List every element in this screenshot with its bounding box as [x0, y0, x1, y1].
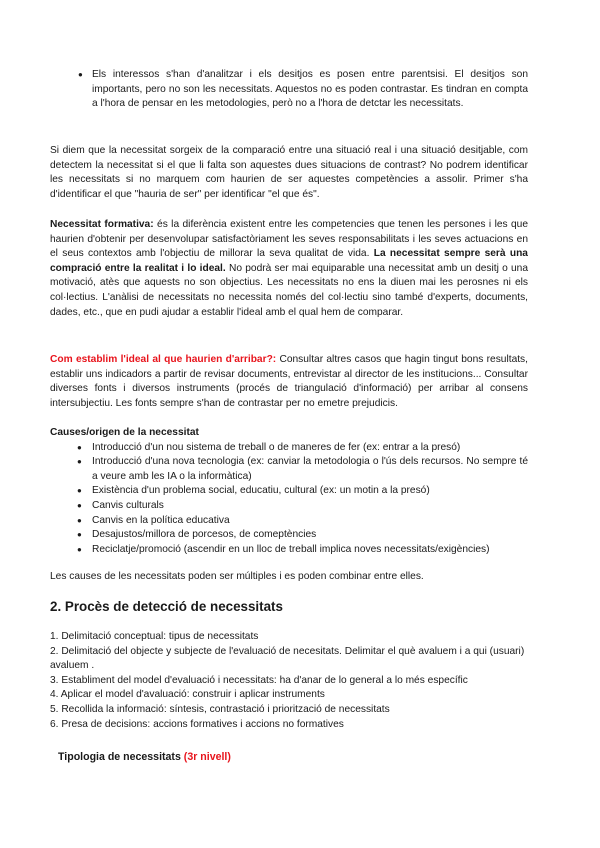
ideal-text: Consultar altres casos que hagin tingut bons resultats, establir uns indicadors a partir de revisar documents, entrevistar al director de les institucions... Consultar diverses fonts i diversos instruments (procés de triangulació d'informació) per arribar al consens intersubjectiu. Les fonts sempre s'han de contrastar per no emetre prejudicis.: [50, 354, 528, 409]
ideal-question: Com establim l'ideal al que haurien d'arribar?:: [50, 354, 277, 365]
formativa-text-2: No podrà ser mai equiparable una necessitat amb un desitj o una motivació, atès que aquests no son objectius. Les necessitats no ens la diuen mai les perosnes ni els col·lectius. L'anàlisi de necessitats no necessita només del col·lectiu sino també d'experts, documents, dades, etc., que en pudi ajudar a establir l'ideal amb el qual hem de comparar.: [50, 262, 529, 318]
paragraph-necessitat-formativa: [50, 218, 528, 320]
term-necessitat-formativa: Necessitat formativa:: [50, 219, 154, 230]
list-item: ● Reciclatje/promoció (ascendir en un lloc de treball implica noves necessitats/exigències): [92, 543, 528, 558]
list-item: 5. Recollida la informació: síntesis, contrastació i priorització de necessitats: [50, 703, 390, 715]
paragraph-contrast: Si diem que la necessitat sorgeix de la comparació entre una situació real i una situació desitjable, com detectem la necessitat si el que li falta son aquestes dues situacions de contrast? No podrem identificar les necessitats si no marquem com haurien de ser aquestes competències a assolir. Primer s'ha d'identificar el que "hauria de ser" per identificar "el que és".: [50, 145, 528, 200]
list-item: ● Introducció d'una nova tecnologia (ex: canviar la metodologia o l'ús dels recursos. No sempre té a veure amb les IA o la informàtica): [92, 455, 528, 484]
tipologia-level: (3r nivell): [183, 751, 231, 763]
list-item: ● Existència d'un problema social, educatiu, cultural (ex: un motin a la presó): [92, 484, 528, 499]
list-item: 1. Delimitació conceptual: tipus de necessitats: [50, 631, 259, 642]
tipologia-label: Tipologia de necessitats: [58, 751, 184, 763]
list-item: ● Canvis en la política educativa: [92, 514, 528, 529]
list-item: 6. Presa de decisions: accions formatives i accions no formatives: [50, 718, 344, 730]
list-item: 4. Aplicar el model d'avaluació: construir i aplicar instruments: [50, 689, 325, 701]
tipologia-heading: [58, 750, 536, 765]
causes-list: [50, 441, 528, 558]
list-item: ● Desajustos/millora de porcesos, de comeptències: [92, 528, 528, 543]
list-item: ● Introducció d'un nou sistema de treball o de maneres de fer (ex: entrar a la presó): [92, 441, 528, 456]
list-item: 3. Establiment del model d'evaluació i necessitats: ha d'anar de lo general a lo més específic: [50, 674, 468, 686]
list-item: ● Canvis culturals: [92, 499, 528, 514]
causes-closing: Les causes de les necessitats poden ser múltiples i es poden combinar entre elles.: [50, 571, 424, 582]
intro-bullet-item: ● Els interessos s'han d'analitzar i els desitjos es posen entre parentsisi. El desitjos son importants, pero no son les necessitats. Aquestos no es poden contrastar. Es tindran en compta a l'hora de pensar en les metodologies, però no a l'hora de detctar les necessitats.: [92, 68, 528, 112]
formativa-bold-statement: La necessitat sempre serà una compració entre la realitat i lo ideal.: [50, 248, 528, 274]
intro-bullet-list: [50, 68, 528, 112]
list-item: 2. Delimitació del objecte y subjecte de l'evaluació de necesitats. Delimitar el què avaluem i a qui (usuari) avaluem .: [50, 645, 525, 672]
formativa-text-1: és la diferència existent entre les competencies que tenen les persones i les que haurien d'obtenir per desenvolupar satisfactòriament les seves responsabilitats i les seves actuacions en el seus contextos amb l'objectiu de millorar la seva qualitat de vida.: [50, 219, 528, 260]
causes-section: [50, 426, 528, 557]
section-2-title: 2. Procès de detecció de necessitats: [50, 599, 283, 614]
steps-list: [50, 630, 528, 732]
paragraph-ideal: [50, 353, 528, 411]
causes-heading: Causes/origen de la necessitat: [50, 427, 199, 438]
